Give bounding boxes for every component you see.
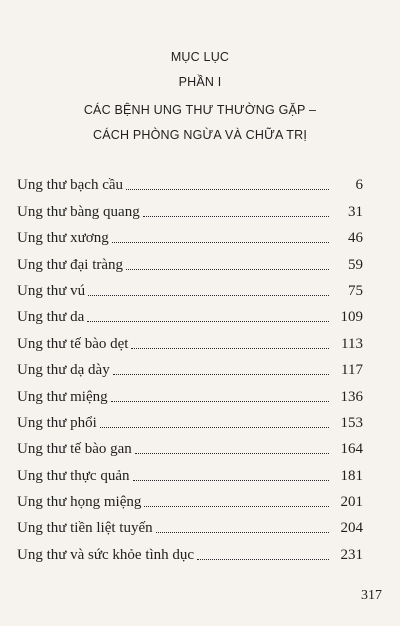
toc-entry-title: Ung thư xương bbox=[17, 230, 109, 247]
toc-leader-dots bbox=[133, 479, 330, 481]
toc-leader-dots bbox=[87, 320, 329, 322]
toc-entry-title: Ung thư dạ dày bbox=[17, 362, 110, 379]
toc-leader-dots bbox=[113, 373, 329, 375]
toc-entry-title: Ung thư và sức khỏe tình dục bbox=[17, 546, 195, 563]
toc-entry-title: Ung thư tiền liệt tuyến bbox=[17, 520, 153, 537]
toc-entry bbox=[17, 379, 363, 405]
toc-entry-title: Ung thư thực quản bbox=[17, 467, 130, 484]
toc-entry-page: 31 bbox=[348, 203, 363, 220]
toc-entry bbox=[17, 194, 363, 220]
toc-entry-page: 6 bbox=[355, 177, 363, 194]
toc-entry bbox=[17, 432, 363, 458]
toc-entry-page: 136 bbox=[340, 388, 363, 405]
toc-leader-dots bbox=[126, 268, 329, 270]
toc-entry bbox=[17, 247, 363, 273]
toc-leader-dots bbox=[144, 505, 329, 507]
toc-entry-page: 204 bbox=[340, 520, 363, 537]
toc-entry-title: Ung thư họng miệng bbox=[17, 494, 142, 511]
toc-entry bbox=[17, 406, 363, 432]
part-label: PHẦN I bbox=[178, 75, 222, 89]
toc-entry bbox=[17, 511, 363, 537]
toc-entry-page: 109 bbox=[340, 309, 363, 326]
toc-leader-dots bbox=[88, 294, 329, 296]
toc-entry-page: 231 bbox=[340, 546, 363, 563]
toc-leader-dots bbox=[112, 241, 329, 243]
toc-entry bbox=[17, 485, 363, 511]
page-number: 317 bbox=[361, 588, 382, 603]
toc-entry-page: 117 bbox=[341, 362, 363, 379]
toc-leader-dots bbox=[131, 347, 329, 349]
toc-leader-dots bbox=[100, 426, 329, 428]
toc-entry-page: 75 bbox=[348, 282, 363, 299]
toc-entry-page: 164 bbox=[340, 441, 363, 458]
toc-entry-title: Ung thư đại tràng bbox=[17, 256, 124, 273]
toc-entry-title: Ung thư miệng bbox=[17, 388, 108, 405]
toc-list bbox=[17, 168, 363, 564]
toc-heading: MỤC LỤC bbox=[170, 50, 230, 64]
toc-header bbox=[0, 44, 400, 148]
toc-entry-page: 113 bbox=[341, 335, 363, 352]
toc-leader-dots bbox=[156, 531, 329, 533]
toc-entry-title: Ung thư bàng quang bbox=[17, 203, 140, 220]
toc-leader-dots bbox=[143, 215, 329, 217]
toc-entry bbox=[17, 168, 363, 194]
toc-leader-dots bbox=[135, 452, 329, 454]
toc-entry-page: 201 bbox=[340, 494, 363, 511]
toc-entry-title: Ung thư da bbox=[17, 309, 85, 326]
toc-entry bbox=[17, 221, 363, 247]
toc-entry-page: 46 bbox=[348, 230, 363, 247]
toc-leader-dots bbox=[197, 558, 329, 560]
part-subtitle-line1: CÁC BỆNH UNG THƯ THƯỜNG GẶP – bbox=[83, 103, 317, 117]
toc-entry-title: Ung thư bạch cầu bbox=[17, 177, 124, 194]
toc-entry-page: 181 bbox=[340, 467, 363, 484]
part-subtitle-line2: CÁCH PHÒNG NGỪA VÀ CHỮA TRỊ bbox=[92, 128, 308, 142]
toc-entry-title: Ung thư tế bào gan bbox=[17, 441, 132, 458]
toc-entry bbox=[17, 326, 363, 352]
toc-entry-page: 59 bbox=[348, 256, 363, 273]
toc-leader-dots bbox=[111, 400, 329, 402]
toc-leader-dots bbox=[126, 188, 329, 190]
toc-entry-title: Ung thư phổi bbox=[17, 414, 97, 431]
toc-entry bbox=[17, 274, 363, 300]
toc-entry bbox=[17, 300, 363, 326]
toc-entry bbox=[17, 537, 363, 563]
toc-entry bbox=[17, 458, 363, 484]
toc-entry bbox=[17, 353, 363, 379]
toc-entry-page: 153 bbox=[340, 414, 363, 431]
toc-entry-title: Ung thư tế bào dẹt bbox=[17, 335, 129, 352]
toc-entry-title: Ung thư vú bbox=[17, 282, 86, 299]
